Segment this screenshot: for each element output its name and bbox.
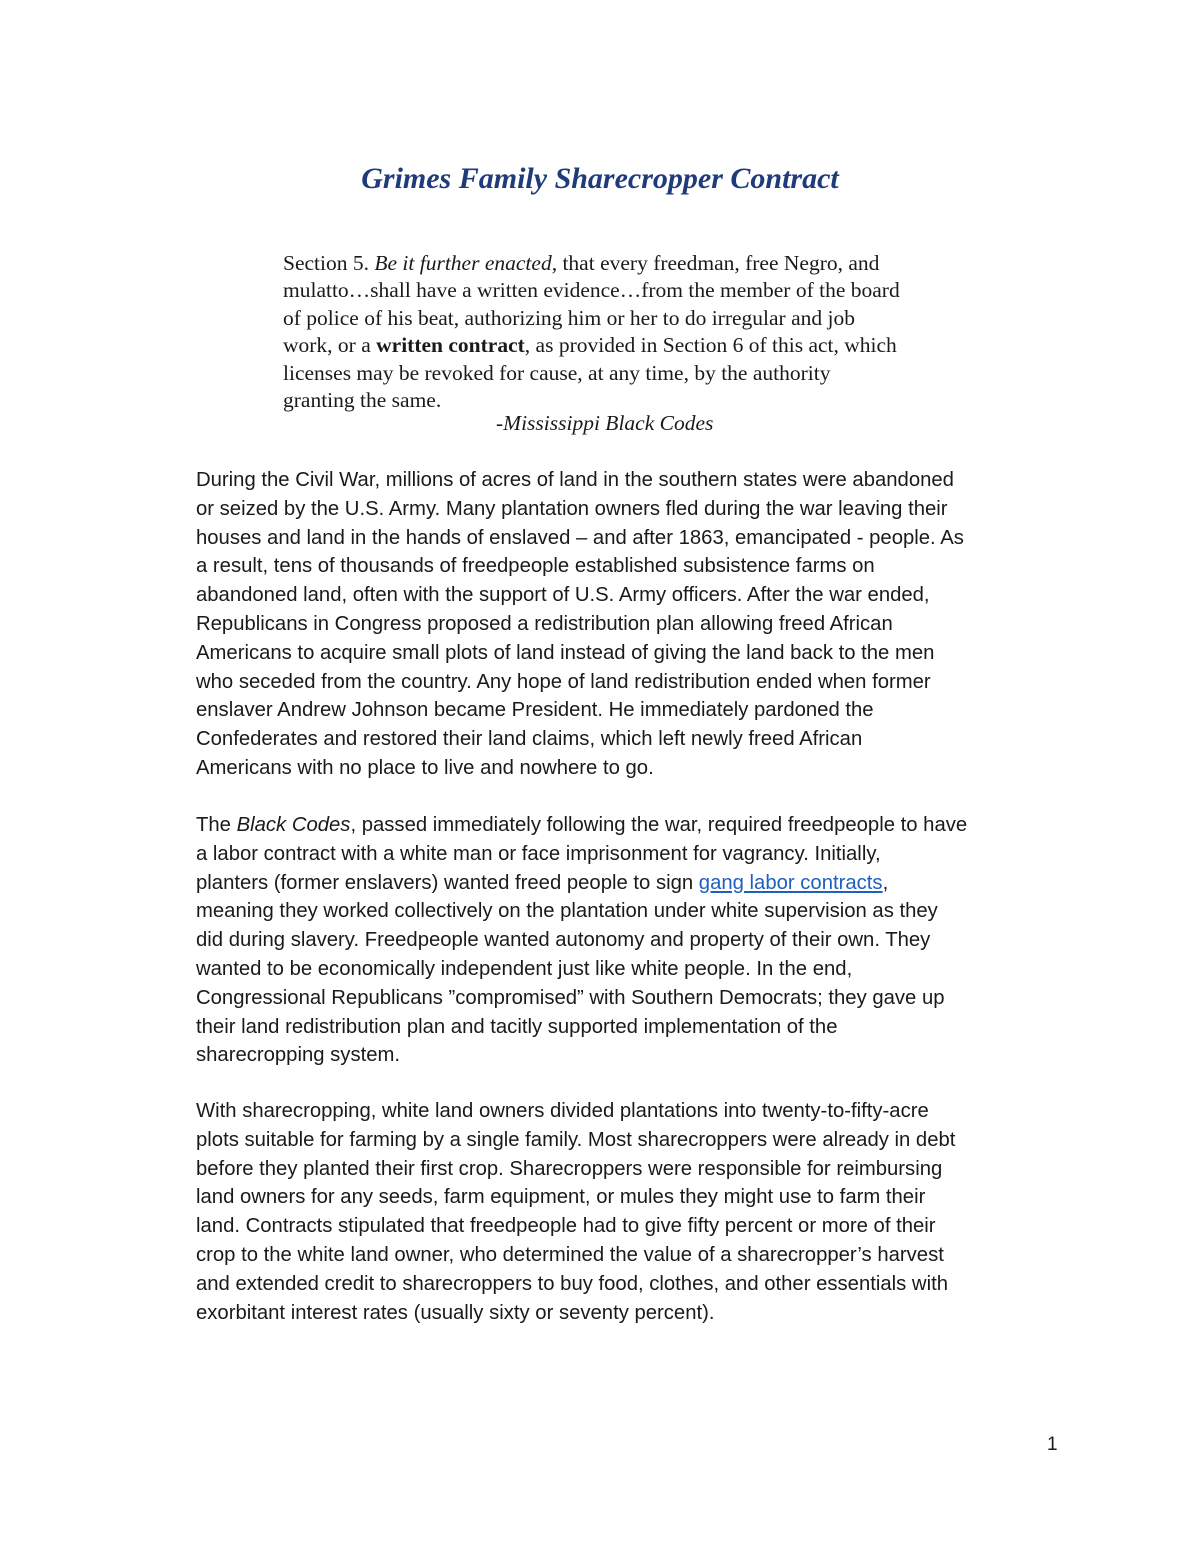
paragraph-black-codes xyxy=(196,811,1026,1070)
paragraph-line: and extended credit to sharecroppers to buy food, clothes, and other essentials with xyxy=(196,1272,948,1295)
paragraph-line: Confederates and restored their land claims, which left newly freed African xyxy=(196,728,863,751)
paragraph-line: Americans to acquire small plots of land instead of giving the land back to the men xyxy=(196,641,935,664)
quote-line: Section 5. Be it further enacted, that every freedman, free Negro, and xyxy=(283,251,880,275)
paragraph-line: planters (former enslavers) wanted freed people to sign gang labor contracts, xyxy=(196,871,889,894)
paragraph-civil-war xyxy=(196,466,1026,783)
paragraph-line: The Black Codes, passed immediately following the war, required freedpeople to have xyxy=(196,814,968,836)
paragraph-line: Americans with no place to live and nowhere to go. xyxy=(196,756,654,779)
paragraph-line: abandoned land, often with the support of U.S. Army officers. After the war ended, xyxy=(196,584,930,607)
paragraph-line: enslaver Andrew Johnson became President. He immediately pardoned the xyxy=(196,699,874,722)
paragraph-line: or seized by the U.S. Army. Many plantation owners fled during the war leaving their xyxy=(196,497,948,520)
paragraph-line: During the Civil War, millions of acres of land in the southern states were abandoned xyxy=(196,469,954,491)
gang-labor-contracts-link[interactable]: gang labor contracts xyxy=(698,871,883,894)
quote-line: mulatto…shall have a written evidence…from the member of the board xyxy=(283,278,900,303)
quote-line: licenses may be revoked for cause, at any time, by the authority xyxy=(283,360,831,385)
paragraph-line: With sharecropping, white land owners divided plantations into twenty-to-fifty-acre xyxy=(196,1100,929,1122)
paragraph-sharecropping xyxy=(196,1097,1026,1327)
page-number: 1 xyxy=(1047,1434,1058,1455)
paragraph-line: meaning they worked collectively on the plantation under white supervision as they xyxy=(196,900,938,923)
paragraph-line: before they planted their first crop. Sharecroppers were responsible for reimbursing xyxy=(196,1157,943,1180)
quote-line: work, or a written contract, as provided in Section 6 of this act, which xyxy=(283,333,897,358)
paragraph-line: houses and land in the hands of enslaved – and after 1863, emancipated - people. As xyxy=(196,526,964,549)
quote-line: granting the same. xyxy=(283,388,442,413)
quote-attribution: -Mississippi Black Codes xyxy=(496,411,714,435)
paragraph-line: did during slavery. Freedpeople wanted autonomy and property of their own. They xyxy=(196,929,931,952)
paragraph-line: who seceded from the country. Any hope of land redistribution ended when former xyxy=(196,670,931,693)
paragraph-line: plots suitable for farming by a single family. Most sharecroppers were already in debt xyxy=(196,1128,956,1151)
paragraph-line: a labor contract with a white man or face imprisonment for vagrancy. Initially, xyxy=(196,842,881,865)
paragraph-line: land owners for any seeds, farm equipment, or mules they might use to farm their xyxy=(196,1186,926,1209)
document-title: Grimes Family Sharecropper Contract xyxy=(361,162,839,195)
paragraph-line: land. Contracts stipulated that freedpeople had to give fifty percent or more of their xyxy=(196,1215,936,1238)
paragraph-line: a result, tens of thousands of freedpeople established subsistence farms on xyxy=(196,555,875,578)
block-quote xyxy=(283,250,973,414)
paragraph-line: wanted to be economically independent just like white people. In the end, xyxy=(196,957,853,980)
paragraph-line: exorbitant interest rates (usually sixty or seventy percent). xyxy=(196,1301,715,1324)
paragraph-line: Republicans in Congress proposed a redistribution plan allowing freed African xyxy=(196,612,893,635)
paragraph-line: sharecropping system. xyxy=(196,1044,401,1067)
paragraph-line: their land redistribution plan and tacitly supported implementation of the xyxy=(196,1015,838,1038)
paragraph-line: Congressional Republicans ”compromised” with Southern Democrats; they gave up xyxy=(196,986,945,1009)
paragraph-line: crop to the white land owner, who determined the value of a sharecropper’s harvest xyxy=(196,1243,944,1266)
quote-line: of police of his beat, authorizing him or her to do irregular and job xyxy=(283,305,855,330)
